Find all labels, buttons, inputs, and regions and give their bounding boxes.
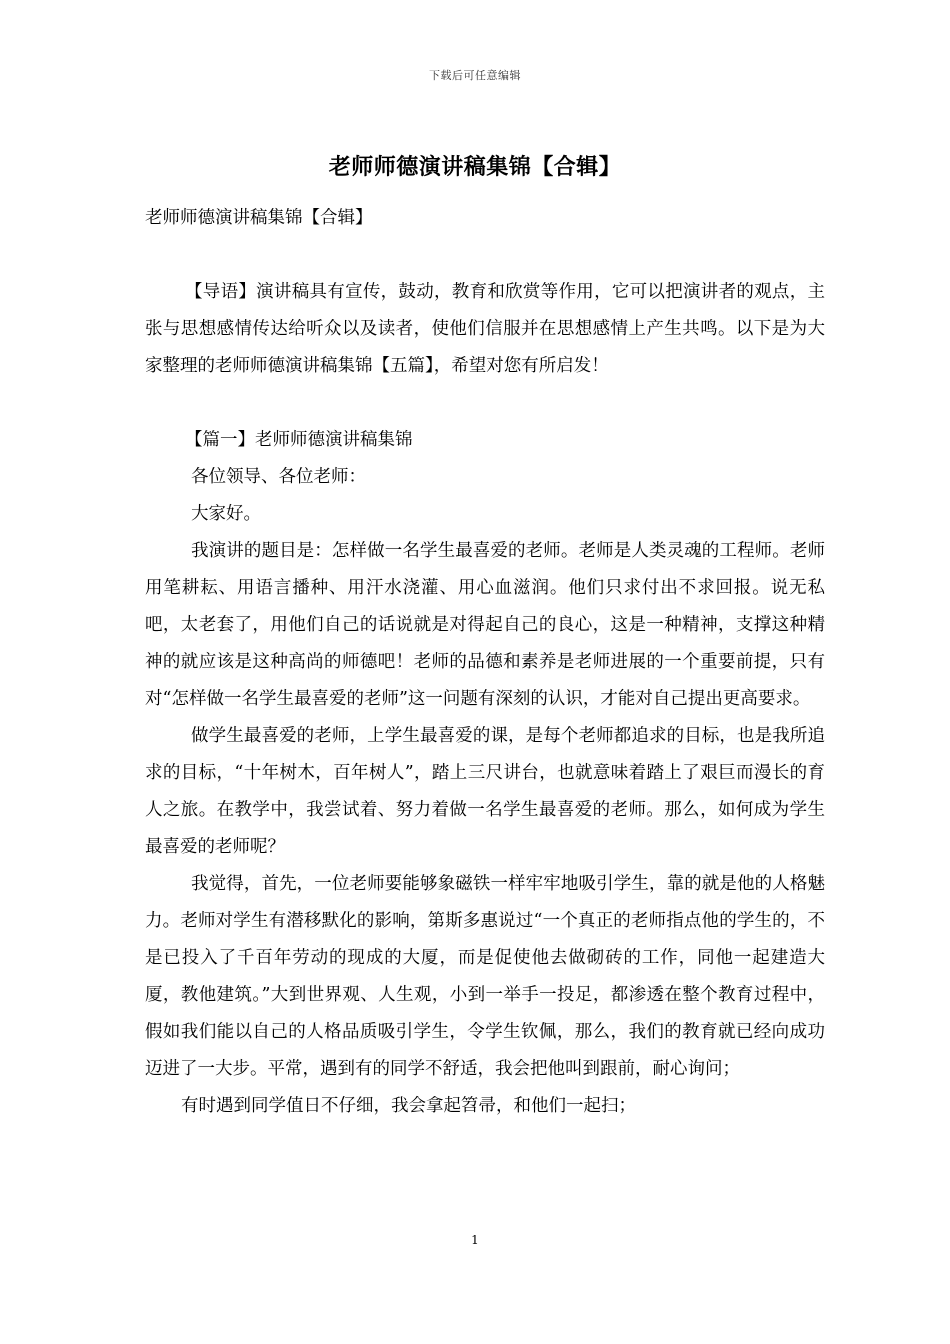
body-paragraph: 有时遇到同学值日不仔细，我会拿起笤帚，和他们一起扫； — [181, 1096, 636, 1116]
body-paragraph: 我演讲的题目是：怎样做一名学生最喜爱的老师。老师是人类灵魂的工程师。老师用笔耕耘、用语言播种、用汗水浇灌、用心血滋润。他们只求付出不求回报。说无私吧，太老套了，用他们自己的话说就是对得起自己的良心，这是一种精神，支撑这种精神的就应该是这种高尚的师德吧！老师的品德和素养是老师进展的一个重要前提，只有对“怎样做一名学生最喜爱的老师”这一问题有深刻的认识，才能对自己提出更高要求。 — [145, 541, 825, 709]
document-subtitle: 老师师德演讲稿集锦【合辑】 — [145, 208, 373, 228]
document-title: 老师师德演讲稿集锦【合辑】 — [328, 154, 622, 180]
body-paragraph: 做学生最喜爱的老师，上学生最喜爱的课，是每个老师都追求的目标，也是我所追求的目标，“十年树木，百年树人”，踏上三尺讲台，也就意味着踏上了艰巨而漫长的育人之旅。在教学中，我尝试着、努力着做一名学生最喜爱的老师。那么，如何成为学生最喜爱的老师呢？ — [145, 726, 825, 857]
salutation: 各位领导、各位老师： — [191, 467, 366, 487]
greeting: 大家好。 — [191, 504, 261, 524]
document-body — [145, 200, 825, 1125]
page-number: 1 — [471, 1233, 479, 1247]
intro-paragraph: 【导语】演讲稿具有宣传，鼓动，教育和欣赏等作用，它可以把演讲者的观点，主张与思想感情传达给听众以及读者，使他们信服并在思想感情上产生共鸣。以下是为大家整理的老师师德演讲稿集锦【五篇】，希望对您有所启发！ — [145, 282, 825, 376]
page-header: 下载后可任意编辑 — [429, 69, 521, 82]
section-heading: 【篇一】老师师德演讲稿集锦 — [185, 430, 413, 450]
body-paragraph: 我觉得，首先，一位老师要能够象磁铁一样牢牢地吸引学生，靠的就是他的人格魅力。老师对学生有潜移默化的影响，第斯多惠说过“一个真正的老师指点他的学生的，不是已投入了千百年劳动的现成的大厦，而是促使他去做砌砖的工作，同他一起建造大厦，教他建筑。”大到世界观、人生观，小到一举手一投足，都渗透在整个教育过程中，假如我们能以自己的人格品质吸引学生，令学生钦佩，那么，我们的教育就已经向成功迈进了一大步。平常，遇到有的同学不舒适，我会把他叫到跟前，耐心询问； — [145, 874, 825, 1079]
